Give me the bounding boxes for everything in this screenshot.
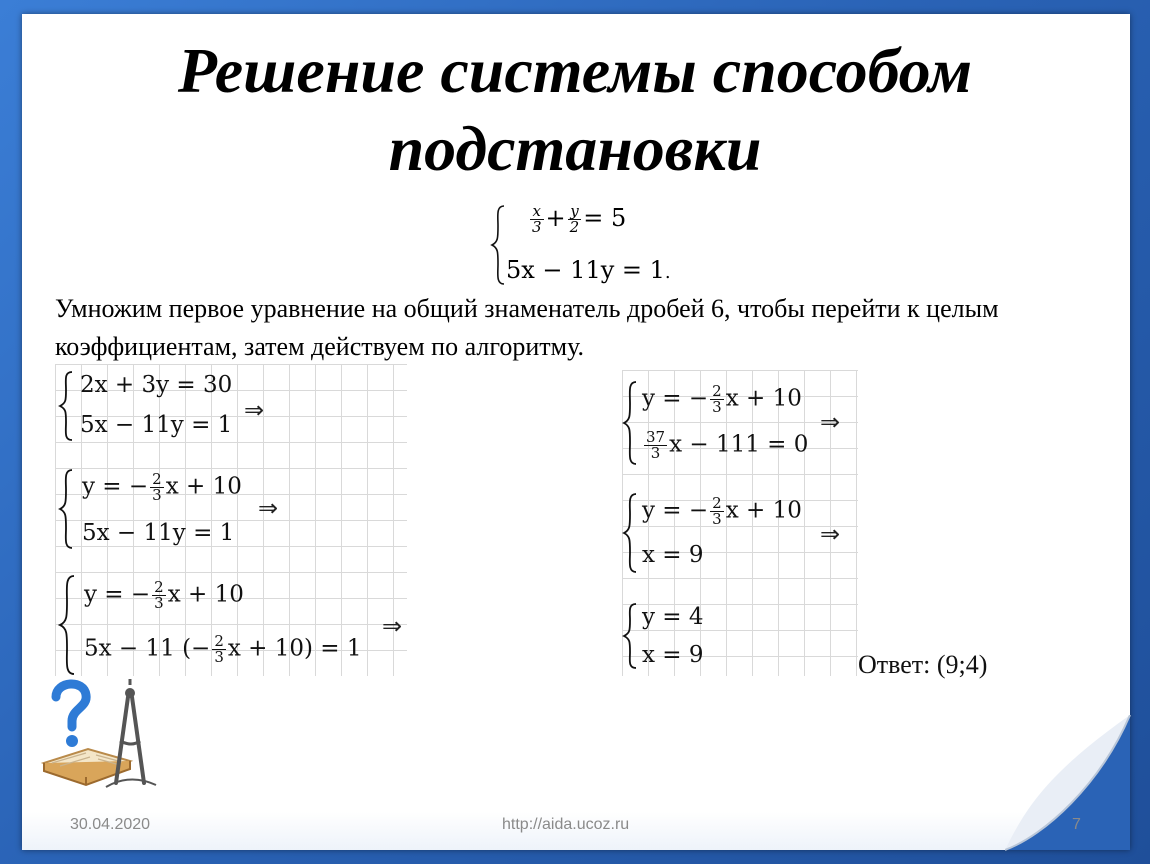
step2-frac-den: 3 bbox=[152, 486, 162, 504]
step6-eq1: y = 4 bbox=[642, 604, 704, 630]
step3-eq1-post: x + 10 bbox=[167, 581, 244, 608]
intro-eq2-text: 5x − 11y = 1 bbox=[506, 256, 665, 284]
step-4-system bbox=[622, 378, 842, 468]
step3-frac-den-b: 3 bbox=[214, 648, 224, 666]
step4-eq2 bbox=[642, 430, 808, 461]
step-3-system bbox=[58, 572, 388, 678]
brace-icon bbox=[490, 204, 506, 286]
intro-eq-2 bbox=[506, 256, 671, 284]
intro-frac-y: y bbox=[568, 204, 582, 220]
step1-eq1: 2x + 3y = 30 bbox=[80, 372, 233, 398]
step4-eq1 bbox=[642, 384, 802, 415]
implies-arrow-5: ⇒ bbox=[820, 520, 841, 548]
implies-arrow-2: ⇒ bbox=[258, 494, 279, 522]
step5-eq2: x = 9 bbox=[642, 542, 704, 568]
answer-text: Ответ: (9;4) bbox=[858, 650, 988, 679]
step6-eq2: x = 9 bbox=[642, 642, 704, 668]
footer-date: 30.04.2020 bbox=[70, 816, 151, 833]
implies-arrow-4: ⇒ bbox=[820, 408, 841, 436]
explanation-paragraph bbox=[55, 290, 1105, 366]
step4-eq1-pre: y = − bbox=[642, 385, 709, 412]
step2-eq1 bbox=[82, 472, 242, 503]
step3-eq2-pre: 5x − 11 (− bbox=[84, 635, 211, 662]
implies-arrow-3: ⇒ bbox=[382, 612, 403, 640]
page-curl-icon bbox=[1005, 715, 1135, 855]
step2-frac-num: 2 bbox=[152, 470, 162, 488]
intro-frac-3: 3 bbox=[532, 218, 542, 236]
step3-eq1 bbox=[84, 580, 244, 611]
step3-frac-den-a: 3 bbox=[154, 594, 164, 612]
step4-eq2-post: x − 111 = 0 bbox=[669, 431, 809, 458]
step1-eq2: 5x − 11y = 1 bbox=[80, 412, 233, 438]
intro-frac-2: 2 bbox=[569, 218, 580, 236]
step4-frac-num: 2 bbox=[712, 382, 722, 400]
intro-period: . bbox=[664, 262, 671, 283]
brace-icon bbox=[58, 370, 74, 442]
step5-eq1 bbox=[642, 496, 802, 527]
step3-eq1-pre: y = − bbox=[84, 581, 151, 608]
brace-icon bbox=[622, 602, 638, 670]
intro-system bbox=[490, 200, 690, 295]
step2-eq1-pre: y = − bbox=[82, 473, 149, 500]
slide-title bbox=[60, 32, 1090, 188]
step4-frac37-den: 3 bbox=[650, 444, 661, 462]
brace-icon bbox=[58, 468, 74, 550]
step2-eq1-post: x + 10 bbox=[165, 473, 242, 500]
brace-icon bbox=[622, 380, 638, 466]
step4-frac37-num: 37 bbox=[646, 428, 666, 446]
paragraph-line-2: коэффициентам, затем действуем по алгоритму. bbox=[55, 332, 584, 361]
step5-eq1-post: x + 10 bbox=[725, 497, 802, 524]
intro-plus: + bbox=[545, 204, 566, 232]
step5-frac-num: 2 bbox=[712, 494, 722, 512]
step4-frac-den: 3 bbox=[712, 398, 722, 416]
title-line-1: Решение системы способом bbox=[177, 35, 973, 106]
implies-arrow-1: ⇒ bbox=[244, 396, 265, 424]
step-6-system bbox=[622, 600, 802, 672]
step2-eq2: 5x − 11y = 1 bbox=[82, 520, 235, 546]
step-5-system bbox=[622, 490, 842, 576]
intro-frac-x: x bbox=[530, 204, 544, 220]
step5-eq1-pre: y = − bbox=[642, 497, 709, 524]
brace-icon bbox=[58, 574, 76, 676]
footer-page-number: 7 bbox=[1072, 816, 1081, 833]
step3-frac-num-b: 2 bbox=[214, 632, 224, 650]
title-line-2: подстановки bbox=[388, 113, 762, 184]
step3-eq2-post: x + 10) = 1 bbox=[227, 635, 362, 662]
step-2-system bbox=[58, 466, 278, 552]
footer-url[interactable]: http://aida.ucoz.ru bbox=[502, 816, 630, 833]
intro-eq-1 bbox=[528, 204, 626, 235]
step3-frac-num-a: 2 bbox=[154, 578, 164, 596]
question-book-compass-icon bbox=[40, 675, 170, 795]
brace-icon bbox=[622, 492, 638, 574]
step3-eq2 bbox=[84, 634, 362, 665]
step4-eq1-post: x + 10 bbox=[725, 385, 802, 412]
intro-eq1-rhs: = 5 bbox=[583, 204, 627, 232]
paragraph-line-1: Умножим первое уравнение на общий знаменатель дробей 6, чтобы перейти к целым bbox=[55, 294, 999, 323]
step5-frac-den: 3 bbox=[712, 510, 722, 528]
